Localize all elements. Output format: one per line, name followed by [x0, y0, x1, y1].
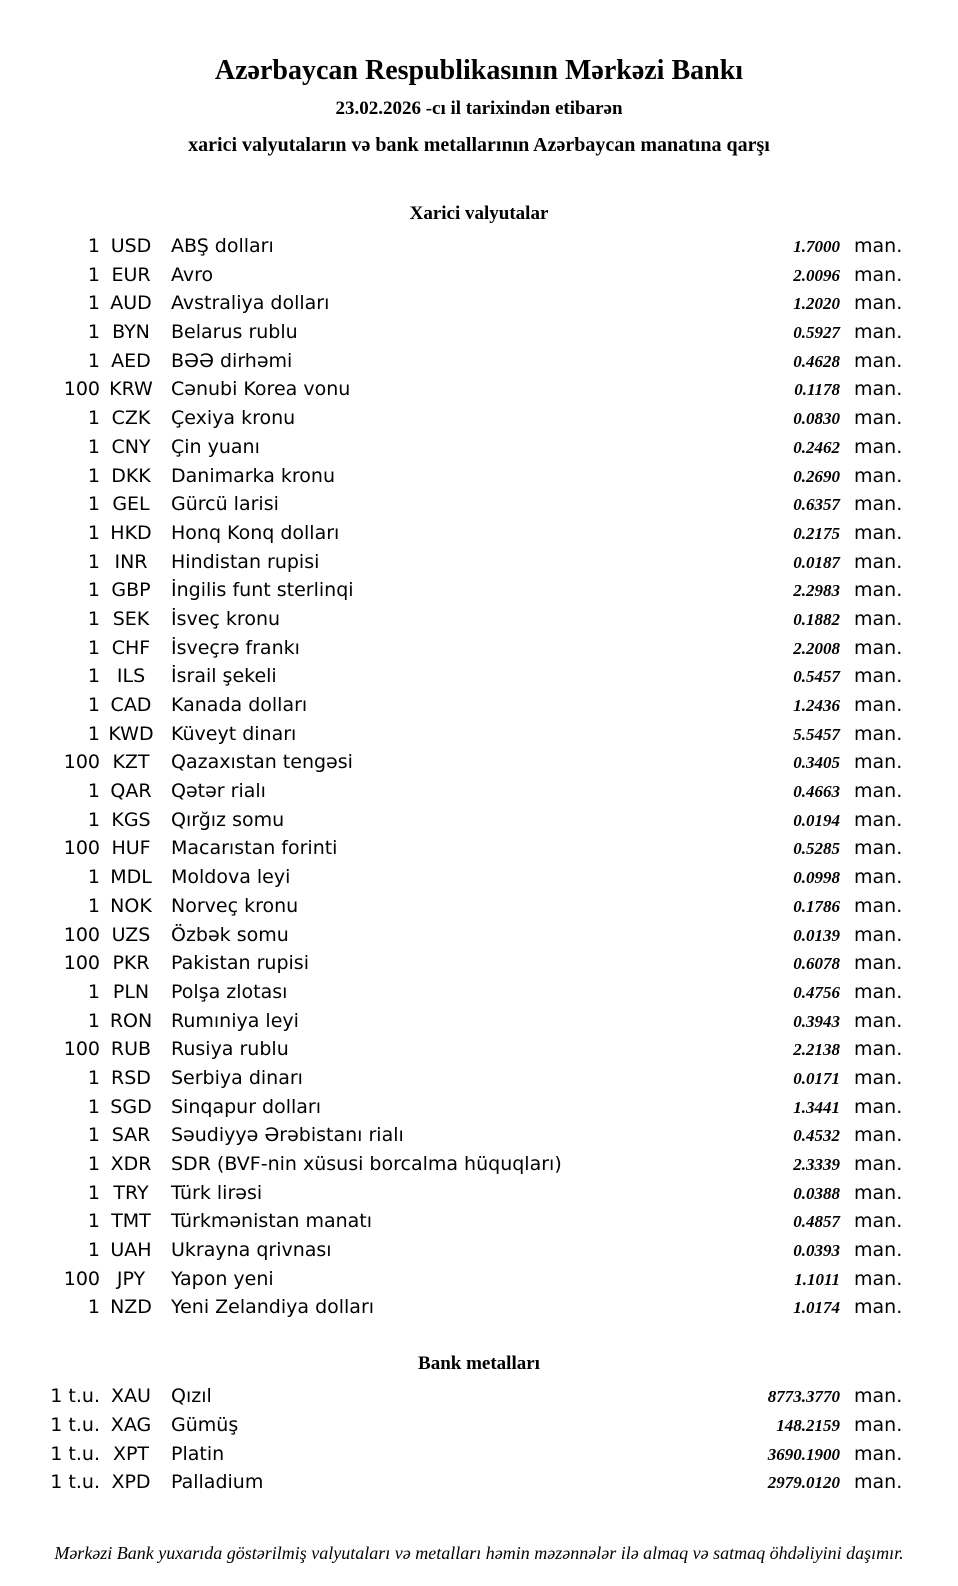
- quantity-cell: 100: [63, 837, 100, 860]
- unit-cell: man.: [854, 1038, 903, 1061]
- currency-code-cell: HUF: [111, 837, 151, 860]
- table-row: [40, 777, 903, 806]
- metal-name-cell: Qızıl: [171, 1385, 212, 1408]
- unit-cell: man.: [854, 1267, 903, 1290]
- quantity-cell: 1 t.u.: [50, 1413, 100, 1436]
- unit-cell: man.: [854, 1153, 903, 1175]
- currency-name-cell: Hindistan rupisi: [171, 550, 320, 573]
- unit-cell: man.: [854, 292, 903, 315]
- unit-cell: man.: [854, 493, 903, 516]
- quantity-cell: 1 t.u.: [50, 1471, 100, 1494]
- currency-code-cell: NZD: [110, 1296, 152, 1319]
- rate-value-cell: 0.2690: [793, 466, 840, 486]
- bulletin-subtitle: xarici valyutaların və bank metallarının Azərbaycan manatına qarşı: [188, 134, 770, 156]
- currency-name-cell: Avro: [171, 263, 214, 286]
- unit-cell: man.: [854, 665, 903, 688]
- quantity-cell: 1 t.u.: [50, 1442, 100, 1465]
- quantity-cell: 1: [87, 235, 100, 257]
- currency-name-cell: Cənubi Korea vonu: [171, 378, 351, 401]
- currency-code-cell: GBP: [111, 579, 151, 602]
- quantity-cell: 1: [87, 1239, 100, 1262]
- rate-value-cell: 0.4663: [793, 782, 840, 802]
- unit-cell: man.: [854, 235, 903, 257]
- unit-cell: man.: [854, 1066, 903, 1089]
- rate-value-cell: 0.4628: [793, 351, 840, 371]
- currency-name-cell: Rumıniya leyi: [171, 1009, 299, 1032]
- rate-value-cell: 0.1786: [793, 896, 840, 916]
- rate-value-cell: 0.0393: [793, 1241, 840, 1261]
- unit-cell: man.: [854, 263, 903, 286]
- unit-cell: man.: [854, 780, 903, 803]
- currency-code-cell: INR: [114, 550, 148, 573]
- quantity-cell: 1: [87, 1066, 100, 1089]
- rate-value-cell: 1.2436: [793, 696, 840, 715]
- currency-code-cell: UAH: [110, 1239, 152, 1262]
- rate-value-cell: 2.3339: [793, 1155, 840, 1174]
- quantity-cell: 1: [87, 435, 100, 458]
- currency-name-cell: Çexiya kronu: [171, 407, 296, 430]
- unit-cell: man.: [854, 521, 903, 544]
- unit-cell: man.: [854, 1385, 903, 1408]
- currency-name-cell: Yapon yeni: [171, 1267, 274, 1290]
- unit-cell: man.: [854, 808, 903, 831]
- table-row: [40, 261, 903, 290]
- quantity-cell: 1: [87, 321, 100, 344]
- metal-code-cell: XPT: [112, 1442, 150, 1465]
- currency-name-cell: Kanada dolları: [171, 694, 308, 716]
- rate-value-cell: 0.0830: [793, 409, 840, 429]
- table-row: [40, 232, 903, 261]
- metal-name-cell: Platin: [171, 1442, 225, 1465]
- currency-code-cell: KGS: [111, 808, 151, 831]
- unit-cell: man.: [854, 407, 903, 430]
- unit-cell: man.: [854, 923, 903, 946]
- table-row: [40, 1411, 903, 1440]
- table-row: [40, 548, 903, 577]
- rate-value-cell: 0.4857: [793, 1212, 840, 1232]
- rate-value-cell: 0.0194: [793, 810, 840, 830]
- quantity-cell: 1: [87, 464, 100, 487]
- unit-cell: man.: [854, 694, 903, 716]
- unit-cell: man.: [854, 1009, 903, 1032]
- table-row: [40, 490, 903, 519]
- currency-name-cell: Qırğız somu: [171, 808, 285, 831]
- table-row: [40, 1007, 903, 1036]
- currency-code-cell: USD: [110, 235, 152, 257]
- unit-cell: man.: [854, 952, 903, 975]
- unit-cell: man.: [854, 866, 903, 889]
- currency-code-cell: AED: [111, 349, 151, 372]
- quantity-cell: 100: [63, 1038, 100, 1061]
- rate-value-cell: 0.2462: [793, 437, 840, 457]
- rate-value-cell: 8773.3770: [767, 1387, 840, 1407]
- metals-table: [0, 1382, 958, 1497]
- rate-value-cell: 0.4532: [793, 1126, 840, 1146]
- currencies-table: [0, 232, 958, 1322]
- rate-value-cell: 0.0388: [793, 1183, 840, 1203]
- unit-cell: man.: [854, 1413, 903, 1436]
- quantity-cell: 1: [87, 521, 100, 544]
- quantity-cell: 1: [87, 808, 100, 831]
- unit-cell: man.: [854, 894, 903, 917]
- unit-cell: man.: [854, 550, 903, 573]
- table-row: [40, 1468, 903, 1497]
- quantity-cell: 1: [87, 1296, 100, 1319]
- table-row: [40, 1382, 903, 1411]
- currency-code-cell: AUD: [110, 292, 152, 315]
- rate-value-cell: 2.2138: [793, 1040, 840, 1060]
- rate-value-cell: 0.1882: [793, 609, 840, 629]
- table-row: [40, 289, 903, 318]
- table-row: [40, 1150, 903, 1179]
- quantity-cell: 1: [87, 694, 100, 716]
- metal-code-cell: XAG: [110, 1413, 152, 1436]
- effective-date-line: 23.02.2026 -cı il tarixindən etibarən: [335, 98, 623, 119]
- rate-value-cell: 0.3943: [793, 1011, 840, 1031]
- table-row: [40, 720, 903, 749]
- header: [0, 0, 958, 158]
- currency-name-cell: Moldova leyi: [171, 866, 291, 889]
- currency-name-cell: Küveyt dinarı: [171, 722, 297, 745]
- currency-name-cell: Sinqapur dolları: [171, 1095, 322, 1118]
- rate-value-cell: 0.2175: [793, 523, 840, 543]
- unit-cell: man.: [854, 378, 903, 401]
- metal-name-cell: Gümüş: [171, 1413, 239, 1436]
- currency-code-cell: ILS: [116, 665, 146, 688]
- table-row: [40, 691, 903, 720]
- currency-name-cell: Səudiyyə Ərəbistanı rialı: [171, 1124, 404, 1147]
- quantity-cell: 1: [87, 866, 100, 889]
- currency-code-cell: CAD: [110, 694, 152, 716]
- table-row: [40, 978, 903, 1007]
- quantity-cell: 1 t.u.: [50, 1385, 100, 1408]
- currency-code-cell: MDL: [110, 866, 152, 889]
- currency-code-cell: EUR: [111, 263, 151, 286]
- rate-value-cell: 0.6357: [793, 495, 840, 515]
- rate-value-cell: 1.2020: [793, 294, 840, 314]
- table-row: [40, 1121, 903, 1150]
- quantity-cell: 100: [63, 923, 100, 946]
- unit-cell: man.: [854, 1210, 903, 1233]
- table-row: [40, 634, 903, 663]
- unit-cell: man.: [854, 722, 903, 745]
- currency-name-cell: Ukrayna qrivnası: [171, 1239, 332, 1262]
- unit-cell: man.: [854, 751, 903, 774]
- currency-code-cell: BYN: [112, 321, 150, 344]
- rate-value-cell: 0.0139: [793, 925, 840, 945]
- currency-name-cell: Serbiya dinarı: [171, 1066, 303, 1089]
- quantity-cell: 1: [87, 263, 100, 286]
- currency-name-cell: Macarıstan forinti: [171, 837, 338, 860]
- currency-name-cell: Danimarka kronu: [171, 464, 336, 487]
- currency-code-cell: JPY: [116, 1267, 146, 1290]
- rate-value-cell: 3690.1900: [767, 1444, 840, 1464]
- unit-cell: man.: [854, 1124, 903, 1147]
- currency-code-cell: HKD: [110, 521, 152, 544]
- table-row: [40, 748, 903, 777]
- table-row: [40, 1064, 903, 1093]
- rate-value-cell: 2979.0120: [767, 1473, 840, 1493]
- currency-name-cell: İngilis funt sterlinqi: [171, 579, 354, 602]
- unit-cell: man.: [854, 607, 903, 630]
- table-row: [40, 576, 903, 605]
- currency-code-cell: SAR: [111, 1124, 151, 1147]
- rate-value-cell: 1.7000: [793, 237, 840, 256]
- currency-code-cell: KWD: [108, 722, 154, 745]
- table-row: [40, 949, 903, 978]
- unit-cell: man.: [854, 1442, 903, 1465]
- rate-value-cell: 1.3441: [793, 1097, 840, 1117]
- rate-value-cell: 0.5285: [793, 839, 840, 859]
- quantity-cell: 1: [87, 1210, 100, 1233]
- quantity-cell: 1: [87, 722, 100, 745]
- currency-code-cell: XDR: [110, 1153, 152, 1175]
- currency-name-cell: Qətər rialı: [171, 780, 266, 803]
- currency-name-cell: Yeni Zelandiya dolları: [171, 1296, 375, 1319]
- currency-code-cell: QAR: [110, 780, 152, 803]
- table-row: [40, 347, 903, 376]
- currency-name-cell: Honq Konq dolları: [171, 521, 340, 544]
- currency-name-cell: Özbək somu: [171, 923, 289, 946]
- currency-name-cell: Belarus rublu: [171, 321, 298, 344]
- table-row: [40, 605, 903, 634]
- currency-code-cell: KRW: [109, 378, 153, 401]
- table-row: [40, 1236, 903, 1265]
- rate-value-cell: 0.1178: [794, 380, 840, 400]
- currency-code-cell: TMT: [111, 1210, 151, 1233]
- unit-cell: man.: [854, 1181, 903, 1204]
- currency-name-cell: ABŞ dolları: [171, 235, 274, 257]
- unit-cell: man.: [854, 980, 903, 1003]
- quantity-cell: 1: [87, 292, 100, 315]
- quantity-cell: 1: [87, 1124, 100, 1147]
- currency-code-cell: CHF: [111, 636, 151, 659]
- table-row: [40, 1035, 903, 1064]
- currency-name-cell: Avstraliya dolları: [171, 292, 330, 315]
- currency-code-cell: RON: [109, 1009, 153, 1032]
- currency-code-cell: PKR: [112, 952, 150, 975]
- unit-cell: man.: [854, 1471, 903, 1494]
- currency-name-cell: Norveç kronu: [171, 894, 299, 917]
- rate-value-cell: 0.5457: [793, 667, 840, 687]
- table-row: [40, 375, 903, 404]
- currency-code-cell: UZS: [111, 923, 151, 946]
- currency-name-cell: Rusiya rublu: [171, 1038, 289, 1061]
- table-row: [40, 1207, 903, 1236]
- rate-value-cell: 2.2983: [793, 581, 840, 601]
- rate-value-cell: 0.3405: [793, 753, 840, 773]
- table-row: [40, 921, 903, 950]
- table-row: [40, 662, 903, 691]
- table-row: [40, 1293, 903, 1322]
- rate-value-cell: 2.2008: [793, 638, 840, 658]
- rate-value-cell: 5.5457: [793, 724, 840, 744]
- rate-value-cell: 0.0998: [793, 868, 840, 888]
- currency-code-cell: RUB: [110, 1038, 152, 1061]
- quantity-cell: 100: [63, 751, 100, 774]
- rate-value-cell: 1.1011: [794, 1269, 840, 1289]
- quantity-cell: 1: [87, 1095, 100, 1118]
- currency-name-cell: Türk lirəsi: [171, 1181, 263, 1204]
- quantity-cell: 1: [87, 407, 100, 430]
- table-row: [40, 318, 903, 347]
- table-row: [40, 1440, 903, 1469]
- quantity-cell: 100: [63, 1267, 100, 1290]
- rate-value-cell: 0.5927: [793, 323, 840, 343]
- quantity-cell: 1: [87, 665, 100, 688]
- bank-title: Azərbaycan Respublikasının Mərkəzi Bankı: [214, 55, 744, 86]
- currency-name-cell: Gürcü larisi: [171, 493, 279, 516]
- currency-code-cell: CNY: [111, 435, 151, 458]
- metals-section-title: Bank metalları: [418, 1353, 540, 1375]
- rate-value-cell: 148.2159: [776, 1415, 840, 1435]
- currency-code-cell: DKK: [111, 464, 151, 487]
- currency-code-cell: KZT: [112, 751, 150, 774]
- metal-code-cell: XPD: [111, 1471, 151, 1494]
- quantity-cell: 1: [87, 980, 100, 1003]
- quantity-cell: 1: [87, 1009, 100, 1032]
- rate-value-cell: 2.0096: [793, 265, 840, 285]
- quantity-cell: 1: [87, 349, 100, 372]
- table-row: [40, 892, 903, 921]
- unit-cell: man.: [854, 321, 903, 344]
- unit-cell: man.: [854, 1239, 903, 1262]
- currency-name-cell: İsveç kronu: [171, 607, 281, 630]
- quantity-cell: 100: [63, 952, 100, 975]
- currency-name-cell: İsrail şekeli: [171, 665, 277, 688]
- currency-code-cell: TRY: [113, 1181, 149, 1204]
- unit-cell: man.: [854, 1296, 903, 1319]
- currencies-section-title: Xarici valyutalar: [409, 203, 549, 224]
- table-row: [40, 1093, 903, 1122]
- quantity-cell: 100: [63, 378, 100, 401]
- quantity-cell: 1: [87, 493, 100, 516]
- metal-name-cell: Palladium: [171, 1471, 264, 1494]
- table-row: [40, 863, 903, 892]
- unit-cell: man.: [854, 435, 903, 458]
- unit-cell: man.: [854, 1095, 903, 1118]
- quantity-cell: 1: [87, 894, 100, 917]
- rate-value-cell: 0.6078: [793, 954, 840, 974]
- currency-name-cell: Türkmənistan manatı: [171, 1210, 373, 1233]
- quantity-cell: 1: [87, 550, 100, 573]
- rate-value-cell: 0.4756: [793, 982, 840, 1002]
- unit-cell: man.: [854, 837, 903, 860]
- currency-code-cell: CZK: [111, 407, 151, 430]
- table-row: [40, 834, 903, 863]
- table-row: [40, 404, 903, 433]
- table-row: [40, 519, 903, 548]
- currency-name-cell: Çin yuanı: [171, 435, 260, 458]
- rate-value-cell: 0.0187: [793, 552, 840, 572]
- quantity-cell: 1: [87, 636, 100, 659]
- currency-code-cell: SGD: [110, 1095, 152, 1118]
- currency-code-cell: PLN: [112, 980, 150, 1003]
- metal-code-cell: XAU: [111, 1385, 151, 1408]
- currency-name-cell: Pakistan rupisi: [171, 952, 309, 975]
- currency-name-cell: SDR (BVF-nin xüsusi borcalma hüquqları): [171, 1153, 562, 1175]
- quantity-cell: 1: [87, 1153, 100, 1175]
- disclaimer-note: Mərkəzi Bank yuxarıda göstərilmiş valyutaları və metalları həmin məzənnələr ilə almaq və satmaq öhdəliyini daşımır.: [54, 1542, 904, 1563]
- rate-value-cell: 0.0171: [793, 1068, 840, 1088]
- currency-code-cell: GEL: [112, 493, 150, 516]
- table-row: [40, 1265, 903, 1294]
- quantity-cell: 1: [87, 1181, 100, 1204]
- currency-name-cell: BƏƏ dirhəmi: [171, 349, 293, 372]
- table-row: [40, 462, 903, 491]
- unit-cell: man.: [854, 349, 903, 372]
- currency-name-cell: Polşa zlotası: [171, 980, 288, 1003]
- currency-name-cell: Qazaxıstan tengəsi: [171, 751, 353, 774]
- unit-cell: man.: [854, 636, 903, 659]
- quantity-cell: 1: [87, 607, 100, 630]
- currency-name-cell: İsveçrə frankı: [171, 636, 300, 659]
- unit-cell: man.: [854, 464, 903, 487]
- table-row: [40, 433, 903, 462]
- currency-code-cell: SEK: [112, 607, 150, 630]
- quantity-cell: 1: [87, 579, 100, 602]
- currency-code-cell: RSD: [111, 1066, 151, 1089]
- quantity-cell: 1: [87, 780, 100, 803]
- rate-value-cell: 1.0174: [793, 1298, 840, 1318]
- table-row: [40, 1179, 903, 1208]
- currency-code-cell: NOK: [110, 894, 152, 917]
- table-row: [40, 806, 903, 835]
- unit-cell: man.: [854, 579, 903, 602]
